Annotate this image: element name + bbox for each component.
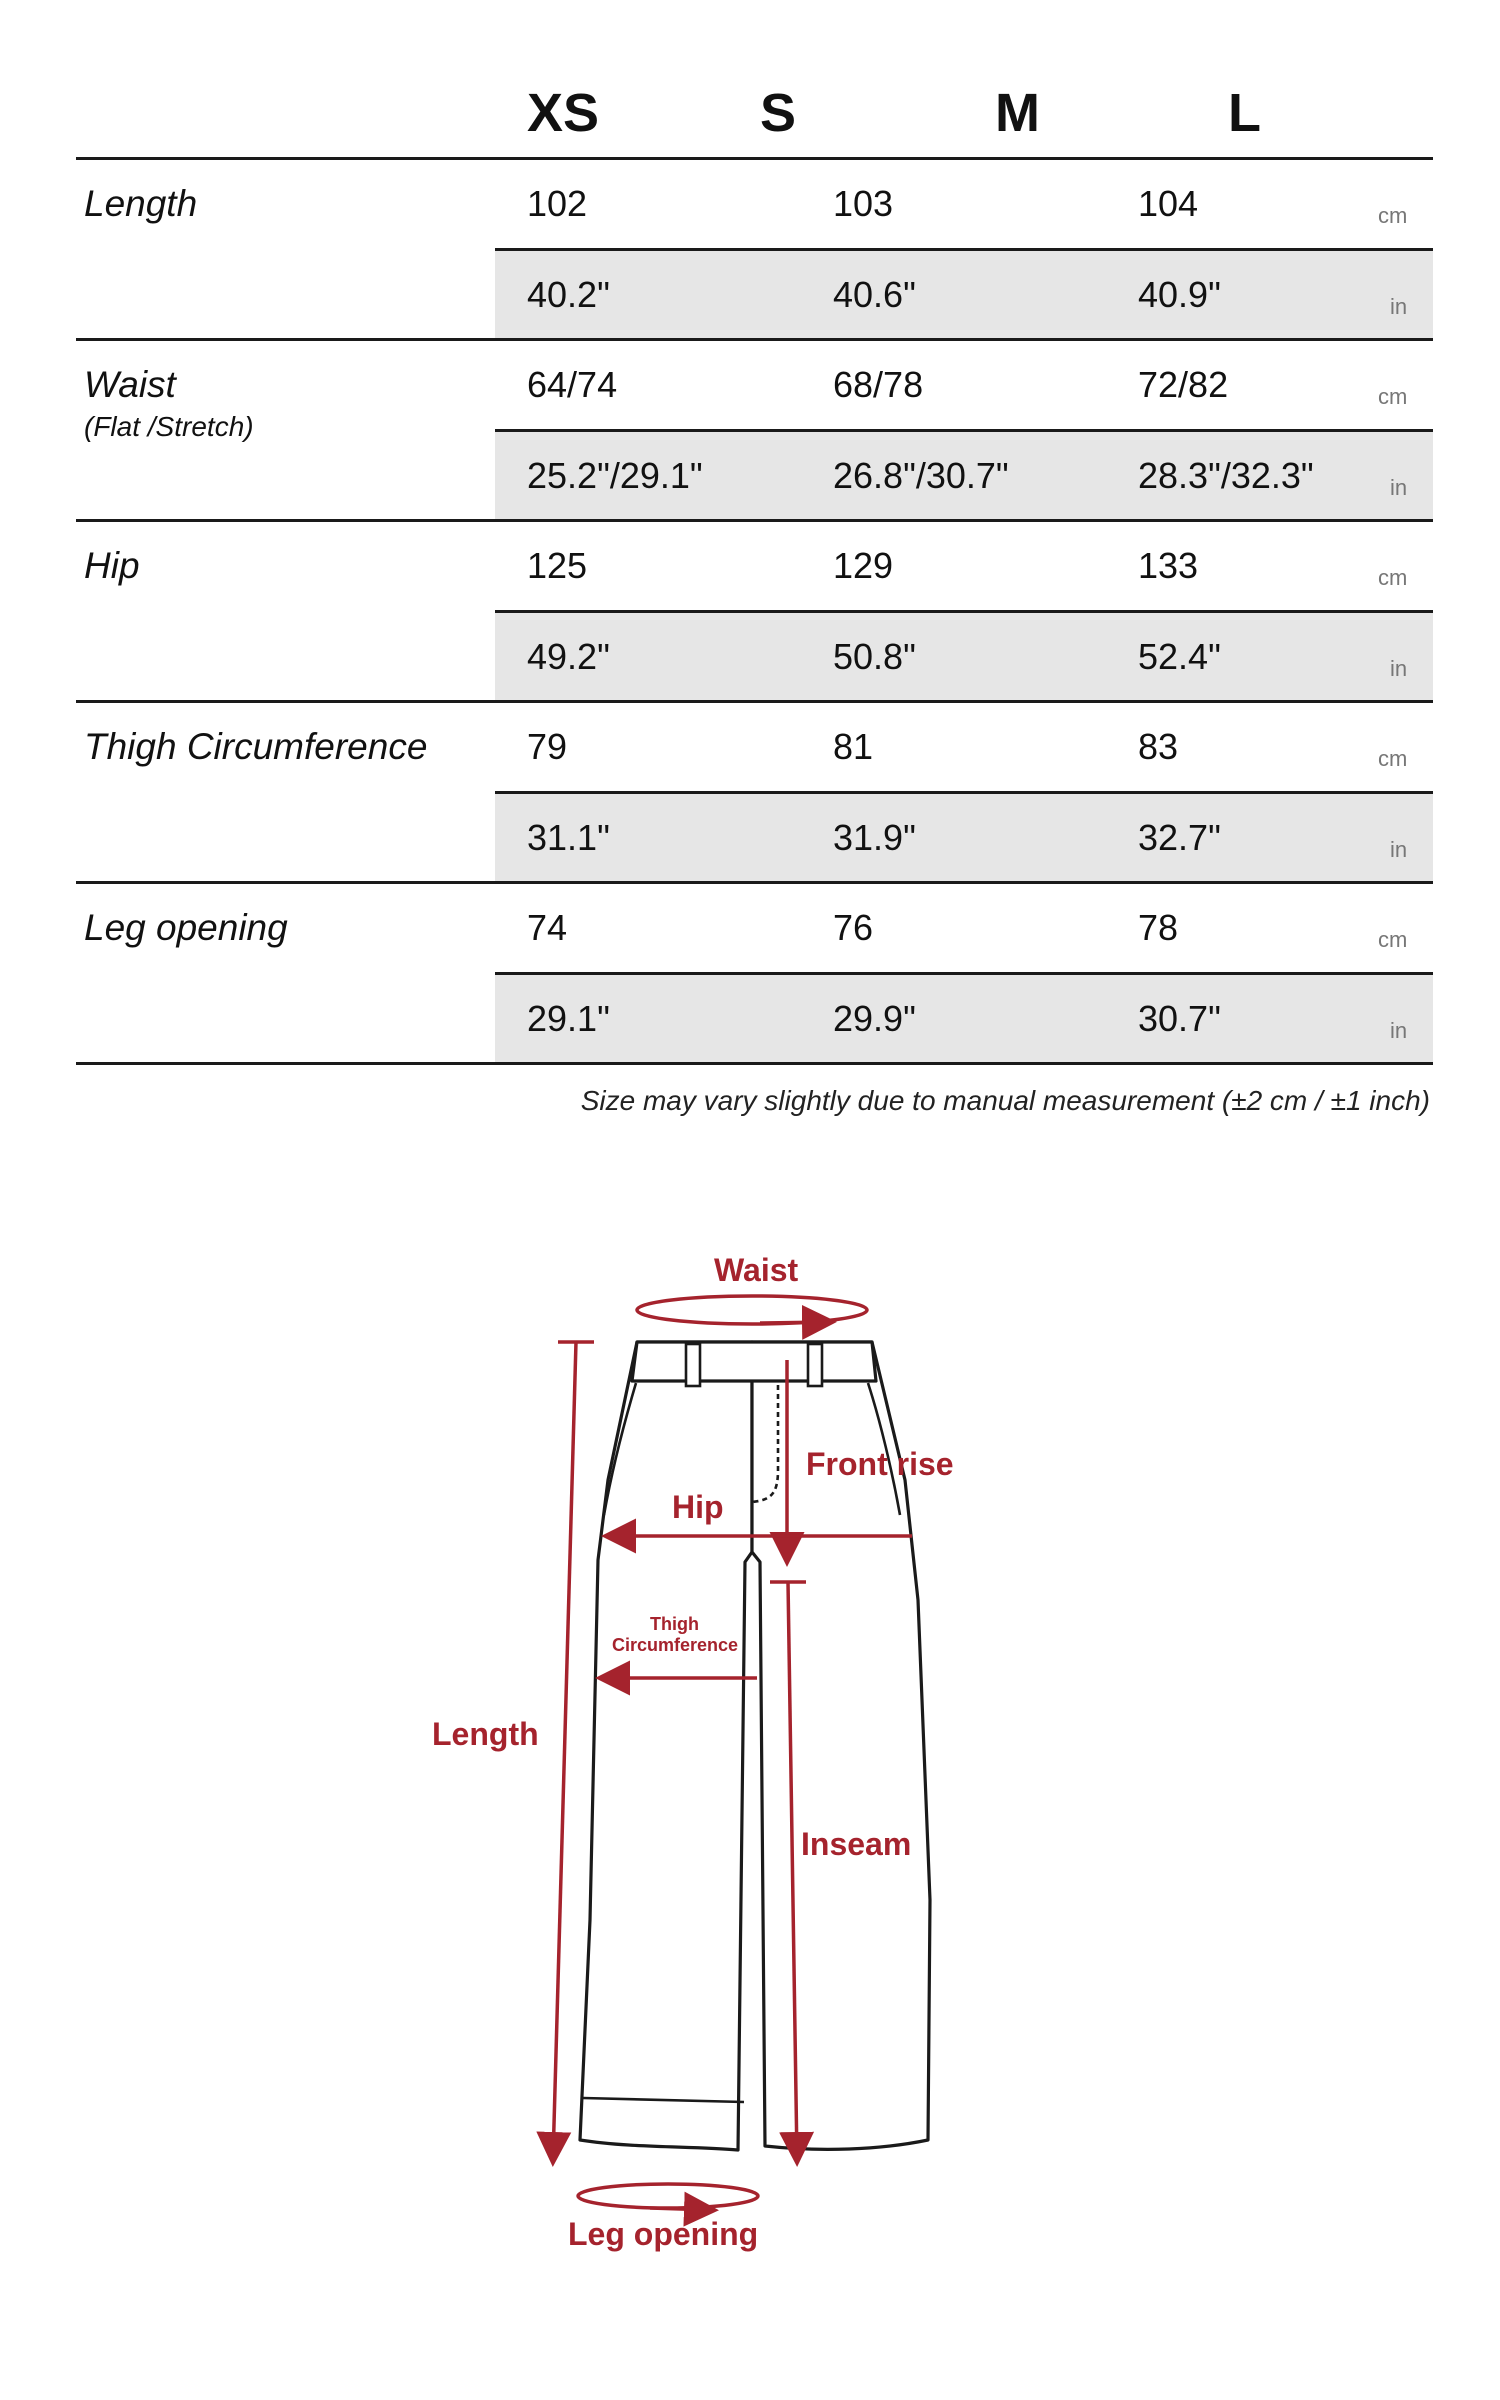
cell-waist-xs-cm: 64/74 [527,364,618,405]
leg-opening-guide [578,2184,758,2208]
cell-waist-s-in: 26.8"/30.7" [833,455,1009,496]
unit-cm: cm [1378,927,1408,952]
pants-left-leg [580,1342,752,2150]
waist-arrow [760,1322,830,1323]
diagram-label-thigh-line1: Thigh [650,1614,699,1634]
unit-cm: cm [1378,203,1408,228]
cell-thigh-xs-cm: 79 [527,726,568,767]
leg-opening-arrow [650,2208,712,2210]
cell-thigh-xs-in: 31.1" [527,817,610,858]
cell-hip-m-cm: 133 [1138,545,1199,586]
cell-leg-xs-in: 29.1" [527,998,610,1039]
unit-in: in [1390,1018,1408,1043]
cell-thigh-m-in: 32.7" [1138,817,1221,858]
cell-length-s-cm: 103 [833,183,894,224]
cell-length-xs-cm: 102 [527,183,588,224]
cell-leg-m-cm: 78 [1138,907,1179,948]
row-label-hip: Hip [84,545,140,586]
cell-leg-s-in: 29.9" [833,998,916,1039]
cell-thigh-s-in: 31.9" [833,817,916,858]
cell-hip-m-in: 52.4" [1138,636,1221,677]
unit-in: in [1390,475,1408,500]
size-header-l: L [1228,83,1261,143]
unit-in: in [1390,656,1408,681]
belt-loop-right [808,1344,822,1386]
unit-in: in [1390,837,1408,862]
cell-hip-xs-cm: 125 [527,545,588,586]
row-label-waist: Waist [84,364,176,405]
unit-cm: cm [1378,746,1408,771]
size-header-xs: XS [527,83,600,143]
cell-hip-s-in: 50.8" [833,636,916,677]
cell-hip-xs-in: 49.2" [527,636,610,677]
row-label-length: Length [84,183,198,224]
diagram-label-thigh-line2: Circumference [612,1635,739,1655]
cell-leg-xs-cm: 74 [527,907,568,948]
cell-waist-m-in: 28.3"/32.3" [1138,455,1314,496]
cell-leg-m-in: 30.7" [1138,998,1221,1039]
diagram-label-inseam: Inseam [801,1826,912,1862]
length-guide [553,1342,576,2160]
measurement-note: Size may vary slightly due to manual measurement (±2 cm / ±1 inch) [580,1085,1430,1116]
row-sublabel-waist: (Flat /Stretch) [84,411,254,442]
unit-in: in [1390,294,1408,319]
diagram-label-hip: Hip [672,1489,724,1525]
cell-thigh-s-cm: 81 [833,726,874,767]
waist-guide [637,1296,867,1324]
cell-waist-m-cm: 72/82 [1138,364,1229,405]
cell-leg-s-cm: 76 [833,907,874,948]
row-label-leg-opening: Leg opening [84,907,288,948]
belt-loop-left [686,1344,700,1386]
cell-length-s-in: 40.6" [833,274,916,315]
diagram-label-front-rise: Front rise [806,1446,954,1482]
row-label-thigh-circumference: Thigh Circumference [84,726,428,767]
unit-cm: cm [1378,384,1408,409]
cell-thigh-m-cm: 83 [1138,726,1179,767]
size-header-m: M [995,83,1040,143]
unit-cm: cm [1378,565,1408,590]
cell-waist-s-cm: 68/78 [833,364,924,405]
cell-waist-xs-in: 25.2"/29.1" [527,455,703,496]
cell-hip-s-cm: 129 [833,545,894,586]
cell-length-m-in: 40.9" [1138,274,1221,315]
cell-length-xs-in: 40.2" [527,274,610,315]
diagram-label-length: Length [432,1716,539,1752]
cell-length-m-cm: 104 [1138,183,1199,224]
size-header-s: S [760,83,797,143]
pants-waistband [632,1342,876,1381]
diagram-label-waist: Waist [714,1252,799,1288]
diagram-label-leg-opening: Leg opening [568,2216,759,2252]
